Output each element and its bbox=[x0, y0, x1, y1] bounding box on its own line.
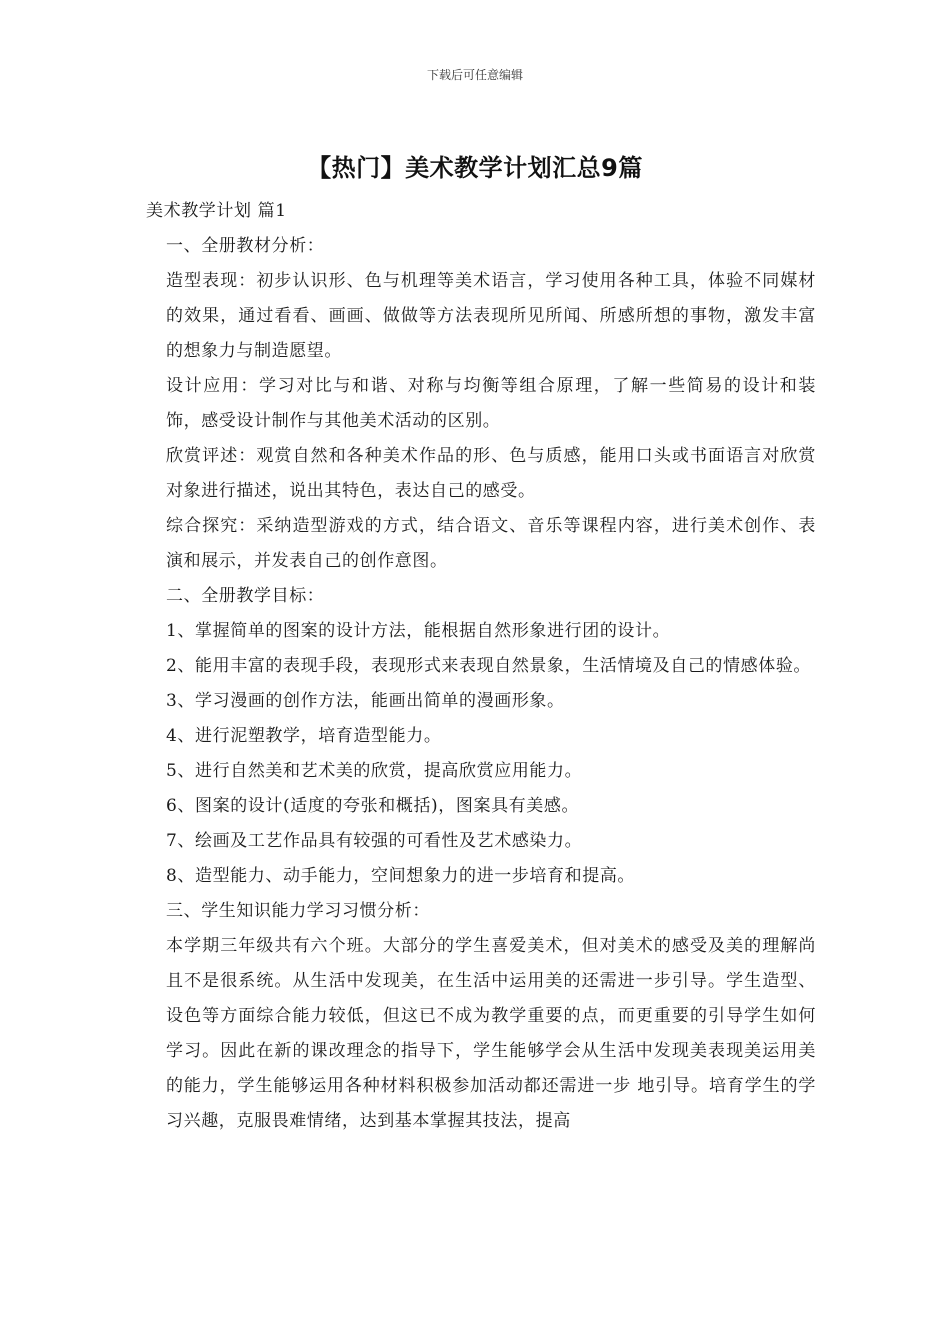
paragraph: 3、学习漫画的创作方法，能画出简单的漫画形象。 bbox=[166, 691, 565, 711]
paragraph: 综合探究：采纳造型游戏的方式，结合语文、音乐等课程内容，进行美术创作、表演和展示，并发表自己的创作意图。 bbox=[166, 516, 816, 571]
paragraph: 二、全册教学目标： bbox=[166, 586, 325, 606]
paragraph: 2、能用丰富的表现手段，表现形式来表现自然景象，生活情境及自己的情感体验。 bbox=[166, 656, 812, 676]
document-title: 【热门】美术教学计划汇总9篇 bbox=[307, 154, 643, 182]
paragraph: 三、学生知识能力学习习惯分析： bbox=[166, 901, 430, 921]
section-subtitle: 美术教学计划 篇1 bbox=[146, 201, 287, 221]
paragraph: 4、进行泥塑教学，培育造型能力。 bbox=[166, 726, 442, 746]
paragraph: 6、图案的设计(适度的夸张和概括)，图案具有美感。 bbox=[166, 796, 580, 816]
header-note: 下载后可任意编辑 bbox=[426, 68, 523, 82]
paragraph: 造型表现：初步认识形、色与机理等美术语言，学习使用各种工具，体验不同媒材的效果，通过看看、画画、做做等方法表现所见所闻、所感所想的事物，激发丰富的想象力与制造愿望。 bbox=[166, 271, 816, 361]
paragraph-list bbox=[146, 229, 816, 1139]
paragraph: 设计应用：学习对比与和谐、对称与均衡等组合原理，了解一些简易的设计和装饰，感受设计制作与其他美术活动的区别。 bbox=[166, 376, 816, 431]
paragraph: 1、掌握简单的图案的设计方法，能根据自然形象进行团的设计。 bbox=[166, 621, 671, 641]
document-body bbox=[146, 194, 816, 1139]
paragraph: 5、进行自然美和艺术美的欣赏，提高欣赏应用能力。 bbox=[166, 761, 583, 781]
paragraph: 7、绘画及工艺作品具有较强的可看性及艺术感染力。 bbox=[166, 831, 583, 851]
paragraph: 欣赏评述：观赏自然和各种美术作品的形、色与质感，能用口头或书面语言对欣赏对象进行描述，说出其特色，表达自己的感受。 bbox=[166, 446, 816, 501]
paragraph: 一、全册教材分析： bbox=[166, 236, 325, 256]
paragraph: 本学期三年级共有六个班。大部分的学生喜爱美术，但对美术的感受及美的理解尚且不是很系统。从生活中发现美，在生活中运用美的还需进一步引导。学生造型、设色等方面综合能力较低，但这已不成为教学重要的点，而更重要的引导学生如何学习。因此在新的课改理念的指导下，学生能够学会从生活中发现美表现美运用美的能力，学生能够运用各种材料积极参加活动都还需进一步 地引导。培育学生的学习兴趣，克服畏难情绪，达到基本掌握其技法，提高 bbox=[166, 936, 816, 1131]
paragraph: 8、造型能力、动手能力，空间想象力的进一步培育和提高。 bbox=[166, 866, 636, 886]
